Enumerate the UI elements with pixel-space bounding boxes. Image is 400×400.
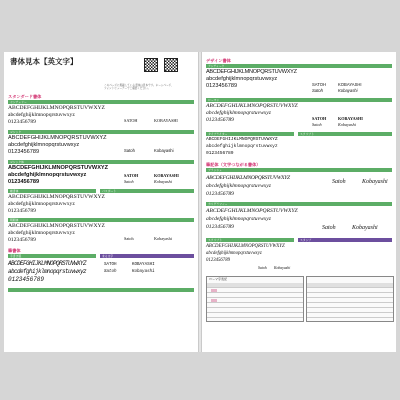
font-label: スクリプト: [300, 132, 314, 136]
font-upper: ABCDEFGHIJKLMNOPQRSTUVWXYZ: [206, 137, 278, 142]
bottom-bar: [8, 288, 194, 292]
sample-name: Kobayashi: [362, 179, 388, 185]
sample-name: SATOH: [124, 118, 138, 123]
sample-name: Satoh: [312, 88, 323, 93]
table-cell: [211, 289, 217, 292]
font-lower: abcdefghijklmnopqrstuvwxyz: [206, 183, 271, 189]
qr-code-icon: [164, 58, 178, 72]
section-standard: スタンダード書体: [8, 94, 42, 99]
font-label: ローマン: [208, 98, 220, 102]
sample-name: Satoh: [332, 179, 346, 185]
font-upper: ABCDEFGHIJKLMNOPQRSTUVWXYZ: [206, 208, 298, 214]
font-digits: 0123456789: [8, 237, 36, 243]
font-digits: 0123456789: [206, 224, 234, 230]
font-label: カリグラフィー: [208, 202, 228, 206]
sample-name: Kobayashi: [352, 225, 378, 231]
sample-name: Satoh: [104, 270, 117, 274]
sample-name: Satoh: [312, 122, 322, 127]
font-lower: abcdefghijklmnopqrstuvwxyz: [8, 142, 80, 148]
font-label: 明朝体: [10, 218, 19, 222]
romaji-table: [306, 276, 394, 322]
font-bar: [206, 202, 392, 206]
font-label: ブラッシュ: [208, 168, 222, 172]
section-hanko: 筆書体: [8, 248, 21, 253]
font-label: スタンプ: [300, 238, 312, 242]
font-lower: abcdefghijklmnopqrstuvwxyz: [206, 251, 262, 256]
sample-name: KOBAYASHI: [338, 82, 362, 87]
table-row: [307, 313, 393, 318]
font-label: まる文字: [102, 254, 114, 258]
font-upper: ABCDEFGHIJKLMNOPQRSTUVWXYZ: [8, 105, 105, 111]
font-bar: [206, 238, 294, 242]
sample-name: KOBAYASHI: [154, 118, 178, 123]
sample-name: Kobayashi: [132, 270, 155, 274]
font-label: 楷書体: [10, 189, 19, 193]
sample-name: Kobayashi: [274, 266, 291, 270]
font-upper: ABCDEFGHIJKLMNOPQRSTUVWXYZ: [206, 103, 298, 109]
sample-name: SATOH: [312, 116, 327, 121]
sample-note: このページに掲載している書体は見本です。ホームページ、フォントビューアーでご確認ください。: [104, 84, 174, 91]
sample-name: Kobayashi: [154, 179, 172, 184]
sample-name: SATOH: [104, 263, 117, 267]
font-label: アンティーク: [208, 64, 225, 68]
font-bar: [8, 160, 194, 164]
table-caption: ローマ字表記: [209, 277, 228, 281]
font-label: スクリプト: [208, 238, 222, 242]
font-bar: [8, 254, 96, 258]
font-lower: abcdefghijklmnopqrstuvwxyz: [206, 144, 278, 149]
font-label: ゴシック体: [10, 160, 24, 164]
sample-name: Kobayashi: [338, 122, 356, 127]
font-digits: 0123456789: [206, 83, 238, 89]
font-bar: [206, 132, 294, 136]
sample-name: SATOH: [312, 82, 327, 87]
font-digits: 0123456789: [206, 117, 234, 123]
font-lower: abcdefghijklmnopqrstuvwxyz: [206, 216, 271, 222]
sample-name: Satoh: [258, 266, 267, 270]
page-title: 書体見本【英文字】: [10, 57, 78, 66]
font-label: センチュリー: [10, 100, 27, 104]
font-lower: abcdefghijklmnopqrstuvwxyz: [206, 110, 271, 116]
font-digits: 0123456789: [8, 119, 36, 125]
font-lower: abcdefghijklmnopqrstuvwxyz: [8, 230, 75, 236]
sample-name: KOBAYASHI: [132, 263, 155, 267]
sample-name: Satoh: [322, 225, 336, 231]
sample-name: KOBAYASHI: [154, 173, 179, 178]
font-bar: [100, 189, 194, 193]
qr-code-icon: [144, 58, 158, 72]
font-bar: [206, 98, 392, 102]
font-bar: [298, 132, 392, 136]
sample-name: Kobayashi: [338, 88, 358, 93]
font-label: 手書き風: [10, 254, 22, 258]
font-bar: [298, 238, 392, 242]
left-page: [4, 52, 198, 352]
sample-name: Kobayashi: [154, 236, 172, 241]
sample-name: Kobayashi: [154, 148, 174, 153]
font-lower: abcdefghijklmnopqrstuvwxyz: [206, 76, 278, 82]
font-upper: ABCDEFGHIJKLMNOPQRSTUVWXYZ: [206, 175, 290, 181]
font-lower: abcdefghijklmnopqrstuvwxyz: [8, 112, 75, 118]
font-label: ゴシック: [10, 130, 22, 134]
font-bar: [8, 189, 96, 193]
romaji-table: [206, 276, 304, 322]
font-upper: ABCDEFGHIJKLMNOPQRSTUVWXYZ: [8, 260, 87, 267]
font-upper: ABCDEFGHIJKLMNOPQRSTUVWXYZ: [206, 244, 285, 249]
font-digits: 0123456789: [8, 276, 45, 283]
font-upper: ABCDEFGHIJKLMNOPQRSTUVWXYZ: [8, 194, 105, 200]
font-upper: ABCDEFGHIJKLMNOPQRSTUVWXYZ: [8, 223, 105, 229]
section-script: 筆記体（文字つながる書体）: [206, 162, 261, 167]
font-bar: [8, 218, 194, 222]
font-digits: 0123456789: [8, 179, 40, 185]
font-lower: abcdefghijklmnopqrstuvwxyz: [8, 201, 75, 207]
font-digits: 0123456789: [206, 191, 234, 197]
table-cell: [211, 299, 217, 302]
font-label: パスポート: [102, 189, 116, 193]
sample-name: SATOH: [124, 173, 139, 178]
font-lower: abcdefghijklmnopqrstuvwxyz: [8, 172, 87, 178]
sample-name: Satoh: [124, 179, 134, 184]
font-bar: [206, 64, 392, 68]
font-bar: [8, 100, 194, 104]
font-digits: 0123456789: [8, 149, 40, 155]
font-label: タイプライター: [208, 132, 228, 136]
font-digits: 0123456789: [206, 258, 230, 263]
font-digits: 0123456789: [206, 151, 234, 156]
font-upper: ABCDEFGHIJKLMNOPQRSTUVWXYZ: [206, 69, 297, 75]
font-bar: [8, 130, 194, 134]
font-upper: ABCDEFGHIJKLMNOPQRSTUVWXYZ: [8, 135, 107, 141]
sample-name: Satoh: [124, 236, 134, 241]
font-lower: abcdefghijklmnopqrstuvwxyz: [8, 268, 87, 275]
sample-name: Satoh: [124, 148, 135, 153]
font-bar: [100, 254, 194, 258]
table-row: [207, 313, 303, 318]
font-bar: [206, 168, 392, 172]
font-upper: ABCDEFGHIJKLMNOPQRSTUVWXYZ: [8, 165, 109, 171]
sample-name: KOBAYASHI: [338, 116, 363, 121]
font-digits: 0123456789: [8, 208, 36, 214]
right-page: [202, 52, 396, 352]
section-design: デザイン書体: [206, 58, 231, 63]
